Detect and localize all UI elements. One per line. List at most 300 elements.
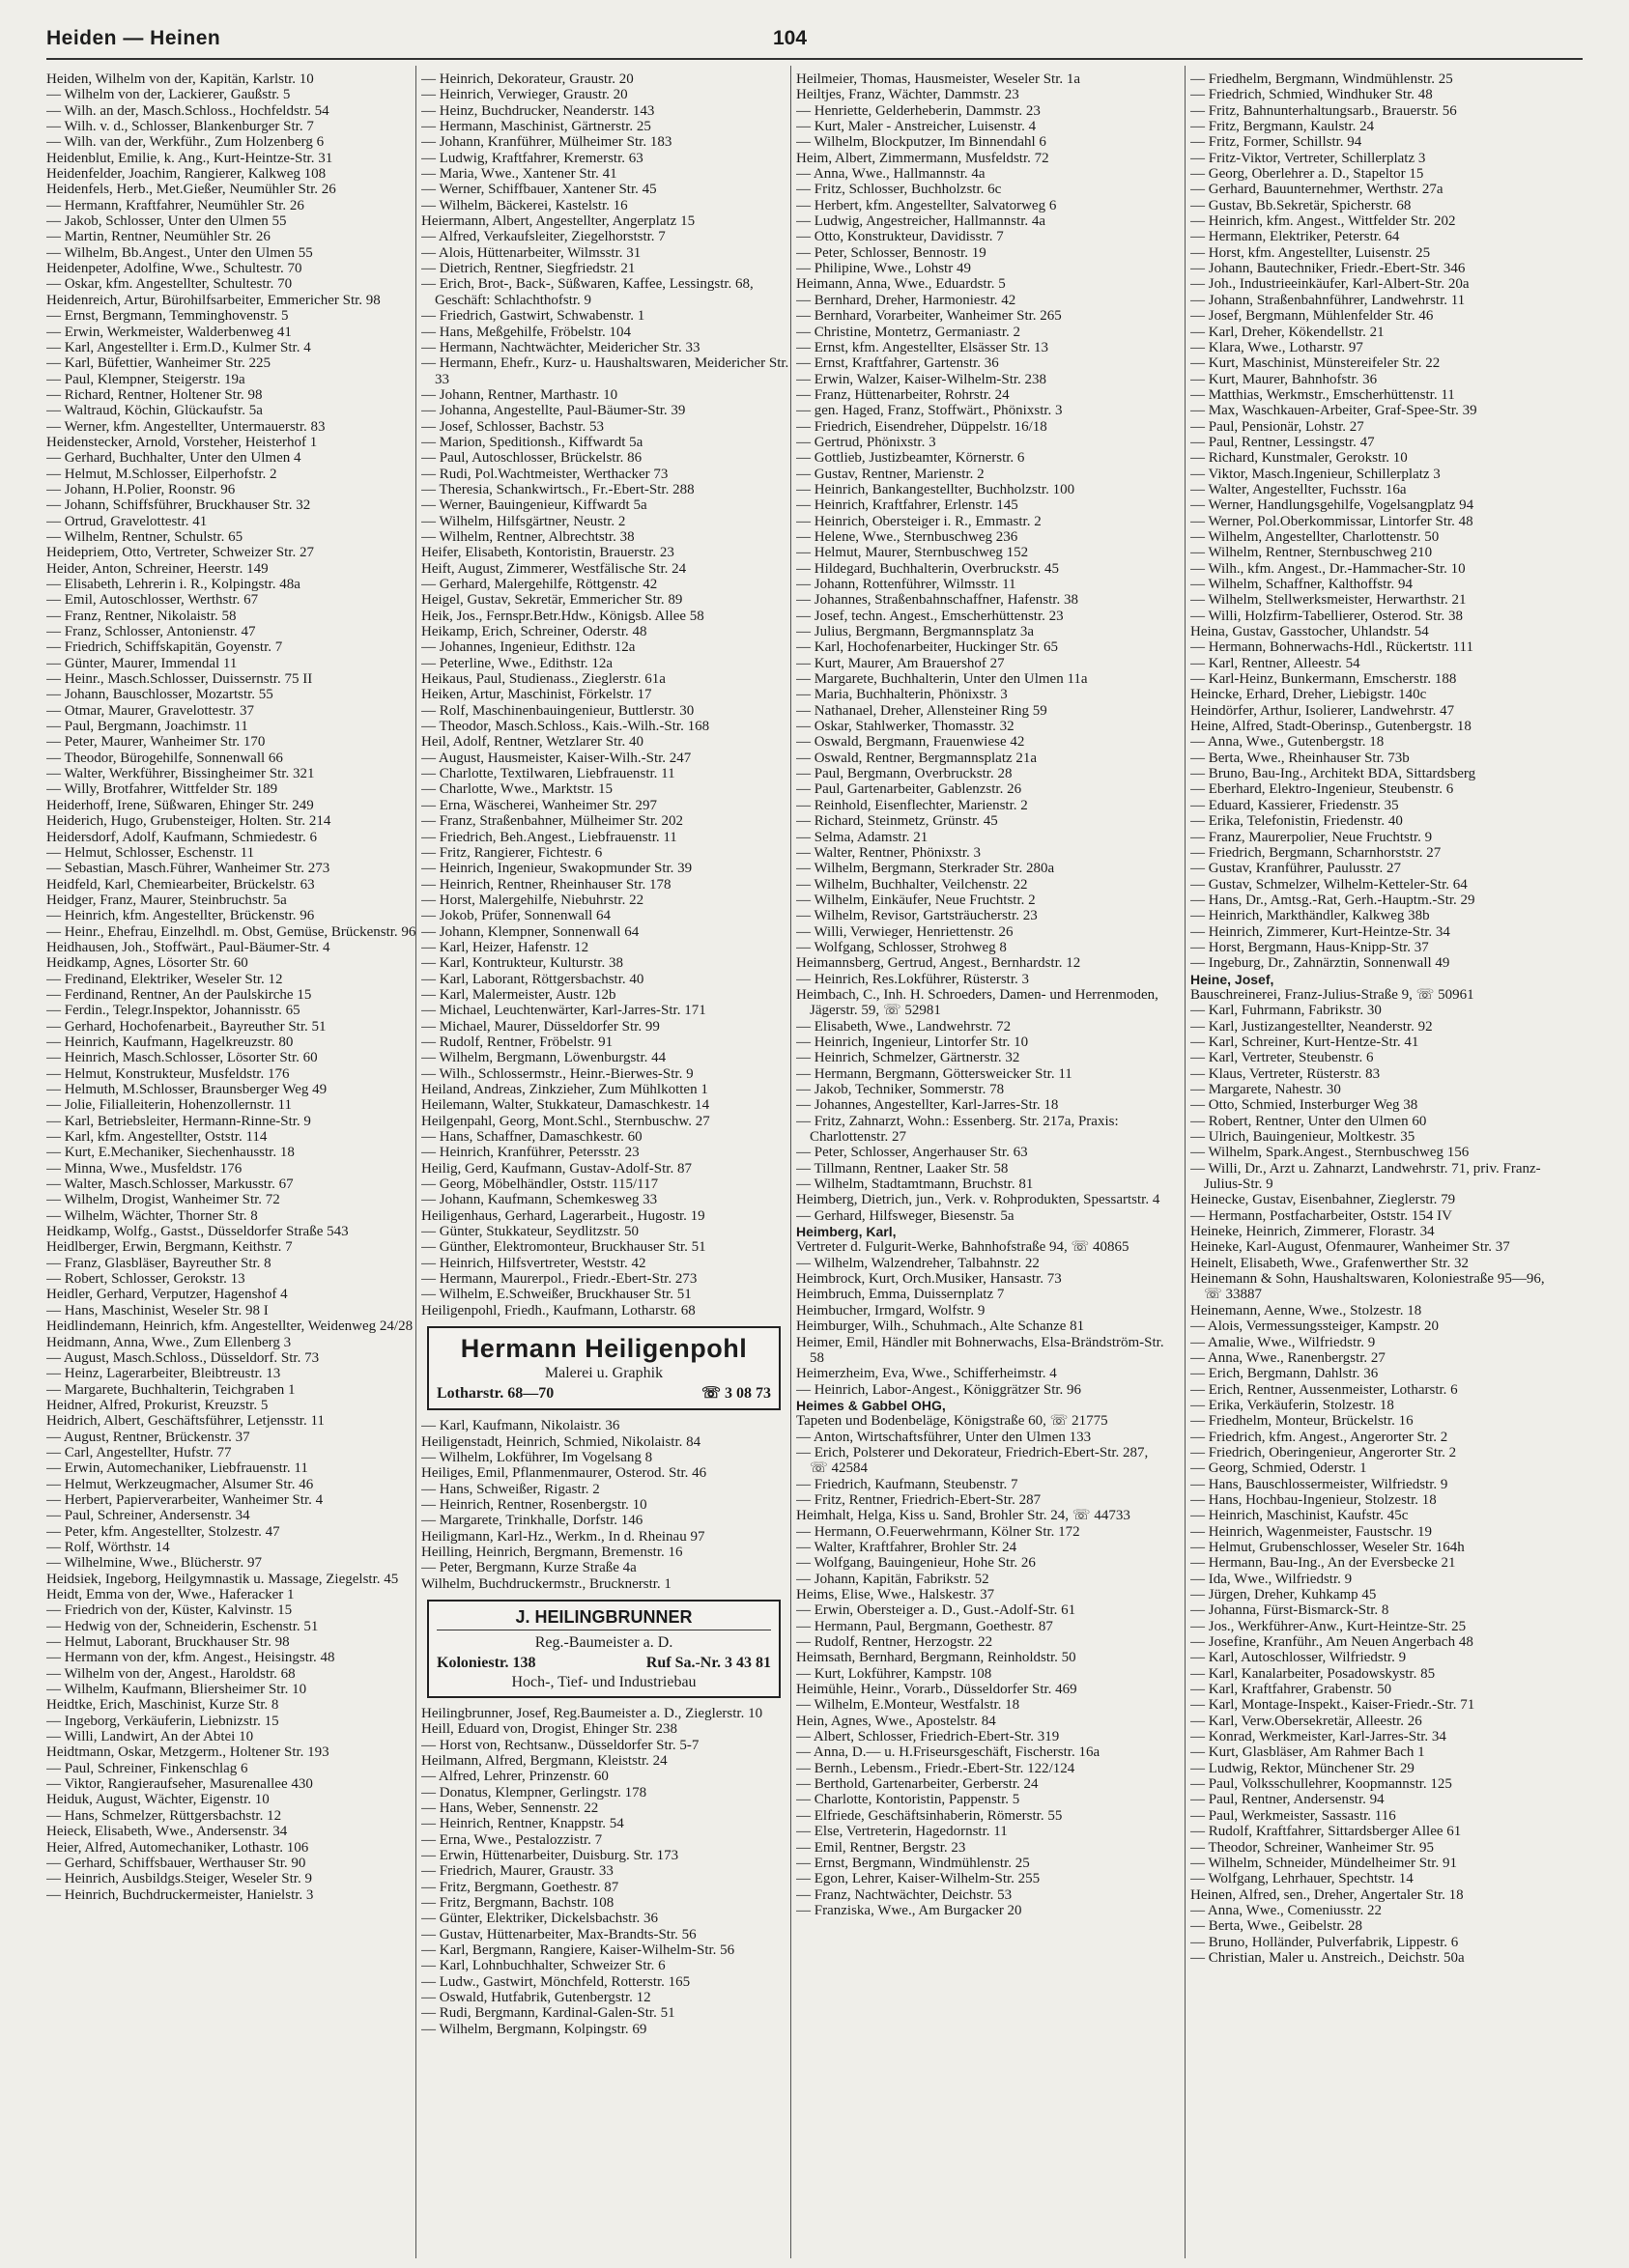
directory-entry: — Margarete, Trinkhalle, Dorfstr. 146	[421, 1513, 643, 1529]
directory-entry: — Alois, Hüttenarbeiter, Wilmsstr. 31	[421, 244, 642, 261]
directory-entry: — Oskar, kfm. Angestellter, Schultestr. 70	[46, 276, 293, 293]
directory-column-3	[796, 71, 1167, 2256]
directory-entry: Heinemann, Aenne, Wwe., Stolzestr. 18	[1190, 1302, 1422, 1318]
directory-entry: — Wilhelm, Stadtamtmann, Bruchstr. 81	[796, 1177, 1034, 1193]
directory-entry: — Friedrich, Bergmann, Scharnhorststr. 27	[1190, 844, 1442, 861]
directory-entry: Heimerzheim, Eva, Wwe., Schifferheimstr. 4	[796, 1366, 1057, 1382]
directory-entry: — Johannes, Angestellter, Karl-Jarres-Str. 18	[796, 1097, 1059, 1114]
directory-entry: — Walter, Kraftfahrer, Brohler Str. 24	[796, 1539, 1017, 1555]
directory-entry: — Elfriede, Geschäftsinhaberin, Römerstr. 55	[796, 1807, 1063, 1824]
directory-entry: — Helmut, Laborant, Bruckhauser Str. 98	[46, 1634, 290, 1651]
directory-entry: — Erich, Rentner, Aussenmeister, Lotharstr. 6	[1190, 1381, 1458, 1398]
directory-entry: — Waltraud, Köchin, Glückaufstr. 5a	[46, 403, 263, 419]
directory-entry: Heine, Alfred, Stadt-Oberinsp., Gutenbergstr. 18	[1190, 719, 1472, 735]
directory-entry: Heidrich, Albert, Geschäftsführer, Letjensstr. 11	[46, 1413, 325, 1430]
directory-entry: Heiden, Wilhelm von der, Kapitän, Karlstr. 10	[46, 71, 314, 87]
directory-entry: — Heinrich, Hilfsvertreter, Weststr. 42	[421, 1255, 646, 1271]
ad-address: Lotharstr. 68—70	[437, 1385, 555, 1403]
directory-entry: Heimbrock, Kurt, Orch.Musiker, Hansastr. 73	[796, 1271, 1062, 1288]
directory-entry: — Heinrich, Dekorateur, Graustr. 20	[421, 71, 634, 87]
directory-entry: Heik, Jos., Fernspr.Betr.Hdw., Königsb. Allee 58	[421, 608, 704, 624]
directory-entry: — Kurt, Maler - Anstreicher, Luisenstr. 4	[796, 119, 1037, 135]
directory-entry: Heimühle, Heinr., Vorarb., Düsseldorfer Str. 469	[796, 1682, 1077, 1698]
directory-entry: — Karl, kfm. Angestellter, Oststr. 114	[46, 1129, 268, 1146]
directory-entry: Heinelt, Elisabeth, Wwe., Grafenwerther Str. 32	[1190, 1255, 1469, 1271]
directory-entry: — Heinrich, Kranführer, Petersstr. 23	[421, 1145, 640, 1161]
directory-entry: — Heinrich, Labor-Angest., Königgrätzer Str. 96	[796, 1381, 1082, 1398]
directory-entry: — Maria, Buchhalterin, Phönixstr. 3	[796, 687, 1008, 703]
header-rule	[46, 58, 1583, 60]
directory-entry: — Heinrich, Buchdruckermeister, Hanielstr. 3	[46, 1886, 314, 1903]
directory-entry: — Johann, Rottenführer, Wilmsstr. 11	[796, 577, 1016, 592]
directory-entry: — Margarete, Buchhalterin, Unter den Ulmen 11a	[796, 671, 1088, 688]
directory-entry: — Ernst, Bergmann, Windmühlenstr. 25	[796, 1855, 1030, 1871]
directory-entry: — Erwin, Obersteiger a. D., Gust.-Adolf-Str. 61	[796, 1602, 1076, 1619]
directory-entry: — Wilh., Schlossermstr., Heinr.-Bierwes-Str. 9	[421, 1065, 694, 1082]
directory-entry: — Josef, Schlosser, Bachstr. 53	[421, 418, 604, 435]
directory-entry: Heill, Eduard von, Drogist, Ehinger Str. 238	[421, 1721, 677, 1738]
directory-entry: — Werner, Schiffbauer, Xantener Str. 45	[421, 182, 657, 198]
directory-entry: — Gerhard, Hilfsweger, Biesenstr. 5a	[796, 1207, 1015, 1224]
directory-entry: — Kurt, Glasbläser, Am Rahmer Bach 1	[1190, 1744, 1425, 1761]
ad-line: Hoch-, Tief- und Industriebau	[511, 1673, 697, 1690]
directory-entry: — Wilhelm, Angestellter, Charlottenstr. 50	[1190, 528, 1440, 545]
directory-entry: — Helmut, Maurer, Sternbuschweg 152	[796, 545, 1029, 561]
directory-entry: — Rudi, Pol.Wachtmeister, Werthacker 73	[421, 466, 669, 482]
directory-entry: — Gustav, Hüttenarbeiter, Max-Brandts-Str. 56	[421, 1926, 697, 1942]
directory-entry: — Paul, Bergmann, Overbruckstr. 28	[796, 766, 1013, 782]
directory-entry: — Wilh., kfm. Angest., Dr.-Hammacher-Str. 10	[1190, 560, 1466, 577]
directory-entry: — Helmut, Konstrukteur, Musfeldstr. 176	[46, 1065, 290, 1082]
directory-entry: — Kurt, E.Mechaniker, Siechenhausstr. 18	[46, 1145, 295, 1161]
directory-entry: — Werner, Bauingenieur, Kiffwardt 5a	[421, 497, 647, 514]
directory-entry: — Heinr., Masch.Schlosser, Duissernstr. 75 II	[46, 671, 313, 688]
directory-entry: — Gerhard, Bauunternehmer, Werthstr. 27a	[1190, 182, 1443, 198]
directory-entry: — Werner, Pol.Oberkommissar, Lintorfer Str. 48	[1190, 513, 1473, 529]
directory-entry: Heincke, Erhard, Dreher, Liebigstr. 140c	[1190, 687, 1427, 703]
directory-entry: Heidner, Alfred, Prokurist, Kreuzstr. 5	[46, 1397, 269, 1413]
directory-entry: — Michael, Leuchtenwärter, Karl-Jarres-Str. 171	[421, 1003, 706, 1019]
directory-entry: — Rolf, Maschinenbauingenieur, Buttlerstr. 30	[421, 702, 695, 719]
directory-entry: — Wilhelm, Spark.Angest., Sternbuschweg 156	[1190, 1145, 1470, 1161]
directory-entry: — Wilhelm, Rentner, Albrechtstr. 38	[421, 528, 635, 545]
directory-entry: Heidlindemann, Heinrich, kfm. Angestellter, Weidenweg 24/28	[46, 1318, 414, 1335]
directory-entry: — Jos., Werkführer-Anw., Kurt-Heintze-Str. 25	[1190, 1618, 1467, 1634]
directory-entry: Heimbach, C., Inh. H. Schroeders, Damen- und Herrenmoden, Jägerstr. 59, ☏ 52981	[796, 986, 1158, 1019]
directory-entry: Bauschreinerei, Franz-Julius-Straße 9, ☏ 50961	[1190, 986, 1474, 1003]
directory-entry: — Friedrich, kfm. Angest., Angerorter Str. 2	[1190, 1429, 1448, 1445]
directory-entry: — Tillmann, Rentner, Laaker Str. 58	[796, 1160, 1009, 1177]
directory-entry: Heieck, Elisabeth, Wwe., Andersenstr. 34	[46, 1824, 288, 1840]
directory-entry: — Karl, Verw.Obersekretär, Alleestr. 26	[1190, 1713, 1422, 1729]
directory-entry: — Heinz, Lagerarbeiter, Bleibtreustr. 13	[46, 1366, 281, 1382]
directory-entry: — Ernst, kfm. Angestellter, Elsässer Str. 13	[796, 339, 1049, 355]
directory-entry: — Fritz, Bergmann, Bachstr. 108	[421, 1895, 614, 1912]
directory-entry: — Heinr., Ehefrau, Einzelhdl. m. Obst, Gemüse, Brückenstr. 96	[46, 923, 416, 940]
directory-entry: — Christian, Maler u. Anstreich., Deichstr. 50a	[1190, 1949, 1465, 1966]
directory-entry: — Gerhard, Buchhalter, Unter den Ulmen 4	[46, 450, 301, 467]
directory-entry: — Peter, Schlosser, Bennostr. 19	[796, 244, 986, 261]
directory-entry: — Anna, Wwe., Comeniusstr. 22	[1190, 1902, 1383, 1918]
directory-entry: — Franz, Glasbläser, Bayreuther Str. 8	[46, 1255, 272, 1271]
directory-entry: — Horst, Bergmann, Haus-Knipp-Str. 37	[1190, 939, 1429, 955]
directory-entry: — Bruno, Holländer, Pulverfabrik, Lippestr. 6	[1190, 1934, 1459, 1950]
directory-entry: Heimberg, Karl,	[796, 1224, 897, 1240]
directory-entry: — Hans, Schmelzer, Rüttgersbachstr. 12	[46, 1807, 282, 1824]
directory-entry: — Erich, Brot-, Back-, Süßwaren, Kaffee, Lessingstr. 68, Geschäft: Schlachthofstr. 9	[421, 276, 754, 308]
directory-entry: Heidenfelder, Joachim, Rangierer, Kalkweg 108	[46, 166, 327, 183]
directory-entry: — Hans, Meßgehilfe, Fröbelstr. 104	[421, 324, 632, 340]
directory-entry: Vertreter d. Fulgurit-Werke, Bahnhofstraße 94, ☏ 40865	[796, 1239, 1129, 1256]
directory-entry: Heidtke, Erich, Maschinist, Kurze Str. 8	[46, 1697, 279, 1714]
directory-entry: — Johann, Bauschlosser, Mozartstr. 55	[46, 687, 273, 703]
directory-entry: — Margarete, Nahestr. 30	[1190, 1082, 1341, 1097]
directory-entry: Heidkamp, Agnes, Lösorter Str. 60	[46, 955, 248, 972]
directory-entry: — Werner, kfm. Angestellter, Untermauerstr. 83	[46, 418, 326, 435]
directory-entry: — Friedrich, Schiffskapitän, Goyenstr. 7	[46, 639, 283, 656]
directory-entry: — Friedrich, Schmied, Windhuker Str. 48	[1190, 87, 1433, 103]
directory-entry: — Margarete, Buchhalterin, Teichgraben 1	[46, 1381, 296, 1398]
directory-entry: — Wilhelm, Bergmann, Sterkrader Str. 280a	[796, 861, 1055, 877]
directory-entry: Heinemann & Sohn, Haushaltswaren, Koloniestraße 95—96, ☏ 33887	[1190, 1271, 1545, 1303]
directory-entry: — Hermann, Nachtwächter, Meidericher Str. 33	[421, 339, 700, 355]
directory-entry: Heidger, Franz, Maurer, Steinbruchstr. 5a	[46, 892, 287, 908]
directory-entry: — Jakob, Techniker, Sommerstr. 78	[796, 1082, 1005, 1097]
directory-entry: — Karl, Kanalarbeiter, Posadowskystr. 85	[1190, 1665, 1436, 1682]
directory-entry: — Erich, Polsterer und Dekorateur, Friedrich-Ebert-Str. 287, ☏ 42584	[796, 1444, 1149, 1477]
directory-entry: — Karl, Justizangestellter, Neanderstr. 92	[1190, 1018, 1433, 1035]
directory-entry: — Wilhelmine, Wwe., Blücherstr. 97	[46, 1555, 262, 1572]
directory-entry: — Selma, Adamstr. 21	[796, 829, 929, 845]
directory-entry: — Wilhelm, Kaufmann, Bliersheimer Str. 10	[46, 1682, 307, 1698]
running-head: Heiden — Heinen	[46, 27, 221, 49]
directory-entry: — Minna, Wwe., Musfeldstr. 176	[46, 1160, 243, 1177]
directory-entry: Heigel, Gustav, Sekretär, Emmericher Str. 89	[421, 592, 683, 609]
directory-entry: — Theodor, Schreiner, Wanheimer Str. 95	[1190, 1839, 1434, 1856]
directory-entry: — Willi, Landwirt, An der Abtei 10	[46, 1729, 254, 1745]
directory-entry: — Jolie, Filialleiterin, Hohenzollernstr. 11	[46, 1097, 292, 1114]
directory-entry: — Rolf, Wörthstr. 14	[46, 1539, 170, 1555]
directory-entry: Heiltjes, Franz, Wächter, Dammstr. 23	[796, 87, 1019, 103]
directory-entry: — Kurt, Maurer, Am Brauershof 27	[796, 655, 1005, 671]
directory-entry: — Oskar, Stahlwerker, Thomasstr. 32	[796, 719, 1015, 735]
directory-entry: Heikamp, Erich, Schreiner, Oderstr. 48	[421, 624, 647, 640]
directory-entry: — Josef, Bergmann, Mühlenfelder Str. 46	[1190, 308, 1434, 325]
directory-entry: — Wilhelm, E.Monteur, Westfalstr. 18	[796, 1697, 1020, 1714]
directory-entry: Heimes & Gabbel OHG,	[796, 1397, 946, 1413]
directory-entry: — Georg, Oberlehrer a. D., Stapeltor 15	[1190, 166, 1424, 183]
directory-entry: — Oswald, Hutfabrik, Gutenbergstr. 12	[421, 1990, 651, 2006]
directory-entry: — Wilhelm, Wächter, Thorner Str. 8	[46, 1207, 258, 1224]
directory-entry: — Günther, Elektromonteur, Bruckhauser Str. 51	[421, 1239, 706, 1256]
directory-entry: — Wilhelm, Hilfsgärtner, Neustr. 2	[421, 513, 626, 529]
directory-entry: — Fritz, Schlosser, Buchholzstr. 6c	[796, 182, 1002, 198]
directory-entry: — Horst, Malergehilfe, Niebuhrstr. 22	[421, 892, 644, 908]
directory-entry: — Karl, Lohnbuchhalter, Schweizer Str. 6	[421, 1958, 666, 1974]
directory-entry: — Charlotte, Kontoristin, Pappenstr. 5	[796, 1792, 1020, 1808]
directory-entry: — Gustav, Schmelzer, Wilhelm-Ketteler-Str. 64	[1190, 876, 1468, 893]
directory-entry: — Hermann, Paul, Bergmann, Goethestr. 87	[796, 1618, 1053, 1634]
directory-entry: — Gustav, Rentner, Marienstr. 2	[796, 466, 985, 482]
directory-entry: Heiduk, August, Wächter, Eigenstr. 10	[46, 1792, 270, 1808]
directory-entry: — Heinrich, Kraftfahrer, Erlenstr. 145	[796, 497, 1018, 514]
directory-entry: — Hermann, Maschinist, Gärtnerstr. 25	[421, 119, 651, 135]
directory-entry: — Wolfgang, Bauingenieur, Hohe Str. 26	[796, 1555, 1036, 1572]
directory-entry: — Oswald, Bergmann, Frauenwiese 42	[796, 734, 1025, 751]
directory-entry: — Karl, Fuhrmann, Fabrikstr. 30	[1190, 1003, 1382, 1019]
directory-entry: — Walter, Werkführer, Bissingheimer Str. 321	[46, 766, 315, 782]
directory-entry: — Anna, Wwe., Gutenbergstr. 18	[1190, 734, 1385, 751]
directory-entry: Heilmeier, Thomas, Hausmeister, Weseler Str. 1a	[796, 71, 1081, 87]
directory-entry: Heidmann, Anna, Wwe., Zum Ellenberg 3	[46, 1334, 292, 1350]
directory-entry: — Franz, Nachtwächter, Deichstr. 53	[796, 1886, 1013, 1903]
directory-entry: — Wilhelm, Buchhalter, Veilchenstr. 22	[796, 876, 1028, 893]
directory-entry: — Fritz, Bahnunterhaltungsarb., Brauerstr. 56	[1190, 102, 1457, 119]
directory-entry: Heilemann, Walter, Stukkateur, Damaschkestr. 14	[421, 1097, 710, 1114]
directory-entry: Heim, Albert, Zimmermann, Musfeldstr. 72	[796, 150, 1049, 166]
directory-entry: — Otmar, Maurer, Gravelottestr. 37	[46, 702, 254, 719]
directory-entry: — Klara, Wwe., Lotharstr. 97	[1190, 339, 1363, 355]
directory-entry: — Franz, Straßenbahner, Mülheimer Str. 202	[421, 813, 684, 830]
directory-entry: Heiderhoff, Irene, Süßwaren, Ehinger Str. 249	[46, 797, 314, 813]
ad-business-name: J. HEILINGBRUNNER	[437, 1606, 771, 1630]
directory-entry: — Hermann, Ehefr., Kurz- u. Haushaltswaren, Meidericher Str. 33	[421, 355, 789, 387]
directory-entry: Heidhausen, Joh., Stoffwärt., Paul-Bäumer-Str. 4	[46, 939, 330, 955]
directory-entry: — Walter, Rentner, Phönixstr. 3	[796, 844, 982, 861]
directory-entry: Heikaus, Paul, Studienass., Zieglerstr. 61a	[421, 671, 666, 688]
directory-entry: — Jakob, Schlosser, Unter den Ulmen 55	[46, 213, 287, 230]
directory-entry: Heil, Adolf, Rentner, Wetzlarer Str. 40	[421, 734, 643, 751]
directory-entry: — Johannes, Straßenbahnschaffner, Hafenstr. 38	[796, 592, 1078, 609]
directory-entry: — Heinrich, Rentner, Rheinhauser Str. 178	[421, 876, 672, 893]
directory-entry: — Ferdin., Telegr.Inspektor, Johannisstr. 65	[46, 1003, 300, 1019]
directory-entry: — Bernhard, Dreher, Harmoniestr. 42	[796, 292, 1016, 308]
directory-entry: — Ernst, Kraftfahrer, Gartenstr. 36	[796, 355, 999, 372]
directory-column-2	[421, 71, 792, 2256]
directory-entry: — Erwin, Automechaniker, Liebfrauenstr. 11	[46, 1460, 308, 1477]
directory-entry: Heinen, Alfred, sen., Dreher, Angertaler Str. 18	[1190, 1886, 1464, 1903]
directory-entry: Heiland, Andreas, Zinkzieher, Zum Mühlkotten 1	[421, 1082, 708, 1097]
directory-entry: Heineke, Heinrich, Zimmerer, Florastr. 34	[1190, 1224, 1435, 1240]
directory-entry: — Fritz, Bergmann, Kaulstr. 24	[1190, 119, 1375, 135]
directory-entry: — Dietrich, Rentner, Siegfriedstr. 21	[421, 261, 636, 277]
directory-entry: — Berta, Wwe., Rheinhauser Str. 73b	[1190, 750, 1410, 766]
directory-entry: Heidenpeter, Adolfine, Wwe., Schultestr. 70	[46, 261, 302, 277]
directory-entry: — Walter, Angestellter, Fuchsstr. 16a	[1190, 481, 1407, 497]
directory-entry: — Erika, Telefonistin, Friedenstr. 40	[1190, 813, 1403, 830]
directory-entry: Wilhelm, Buchdruckermstr., Brucknerstr. 1	[421, 1575, 672, 1592]
directory-entry: — Heinrich, Rentner, Rosenbergstr. 10	[421, 1496, 647, 1513]
directory-entry: Heilmann, Alfred, Bergmann, Kleiststr. 24	[421, 1752, 668, 1769]
directory-entry: Heiligenhaus, Gerhard, Lagerarbeit., Hugostr. 19	[421, 1207, 705, 1224]
directory-entry: — Hans, Hochbau-Ingenieur, Stolzestr. 18	[1190, 1491, 1437, 1508]
directory-entry: — Hans, Dr., Amtsg.-Rat, Gerh.-Hauptm.-Str. 29	[1190, 892, 1475, 908]
directory-entry: — Heinrich, Verwieger, Graustr. 20	[421, 87, 628, 103]
directory-entry: — Heinrich, Schmelzer, Gärtnerstr. 32	[796, 1050, 1020, 1066]
directory-entry: — Hermann, Bau-Ing., An der Eversbecke 21	[1190, 1555, 1456, 1572]
directory-entry: — Johann, Rentner, Marthastr. 10	[421, 386, 618, 403]
directory-entry: Heidenfels, Herb., Met.Gießer, Neumühler Str. 26	[46, 182, 336, 198]
directory-entry: Heimann, Anna, Wwe., Eduardstr. 5	[796, 276, 1006, 293]
directory-entry: — Wolfgang, Schlosser, Strohweg 8	[796, 939, 1007, 955]
directory-entry: — Hedwig von der, Schneiderin, Eschenstr. 51	[46, 1618, 319, 1634]
directory-entry: — Karl, Montage-Inspekt., Kaiser-Friedr.-Str. 71	[1190, 1697, 1475, 1714]
directory-entry: — Konrad, Werkmeister, Karl-Jarres-Str. 34	[1190, 1729, 1446, 1745]
directory-entry: — Robert, Rentner, Unter den Ulmen 60	[1190, 1113, 1427, 1129]
directory-entry: — Bruno, Bau-Ing., Architekt BDA, Sittardsberg	[1190, 766, 1476, 782]
directory-entry: Heiligenpohl, Friedh., Kaufmann, Lotharstr. 68	[421, 1302, 696, 1318]
directory-entry: — Karl, Kaufmann, Nikolaistr. 36	[421, 1418, 620, 1434]
directory-entry: Heiermann, Albert, Angestellter, Angerplatz 15	[421, 213, 696, 230]
directory-entry: — Hermann, Kraftfahrer, Neumühler Str. 26	[46, 197, 304, 213]
directory-entry: — Albert, Schlosser, Friedrich-Ebert-Str. 319	[796, 1729, 1060, 1745]
directory-entry: — Wilh. van der, Werkführ., Zum Holzenberg 6	[46, 134, 325, 151]
directory-entry: — Paul, Pensionär, Lohstr. 27	[1190, 418, 1364, 435]
directory-entry: — August, Masch.Schloss., Düsseldorf. Str. 73	[46, 1349, 320, 1366]
directory-entry: — Karl, Kontrukteur, Kulturstr. 38	[421, 955, 623, 972]
directory-entry: — Willi, Dr., Arzt u. Zahnarzt, Landwehrstr. 71, priv. Franz-Julius-Str. 9	[1190, 1160, 1541, 1193]
directory-entry: — Heinrich, Markthändler, Kalkweg 38b	[1190, 908, 1430, 924]
directory-entry: Heidtmann, Oskar, Metzgerm., Holtener Str. 193	[46, 1744, 329, 1761]
directory-entry: — Friedrich von der, Küster, Kalvinstr. 15	[46, 1602, 293, 1619]
directory-entry: — Erwin, Werkmeister, Walderbenweg 41	[46, 324, 292, 340]
directory-entry: — Wilhelm von der, Lackierer, Gaußstr. 5	[46, 87, 291, 103]
directory-entry: — Wilhelm von der, Angest., Haroldstr. 68	[46, 1665, 296, 1682]
directory-entry: — Paul, Autoschlosser, Brückelstr. 86	[421, 450, 643, 467]
directory-entry: — Friedhelm, Monteur, Brückelstr. 16	[1190, 1413, 1414, 1430]
directory-entry: — Jürgen, Dreher, Kuhkamp 45	[1190, 1587, 1377, 1602]
directory-entry: — Georg, Schmied, Oderstr. 1	[1190, 1460, 1367, 1477]
running-header	[46, 23, 1583, 62]
directory-entry: Heims, Elise, Wwe., Halskestr. 37	[796, 1587, 995, 1602]
directory-entry: — Kurt, Maschinist, Münstereifeler Str. 22	[1190, 355, 1441, 372]
directory-entry: — Franz, Hüttenarbeiter, Rohrstr. 24	[796, 386, 1010, 403]
directory-entry: — Karl, Schreiner, Kurt-Hentze-Str. 41	[1190, 1034, 1419, 1050]
directory-entry: — Günter, Elektriker, Dickelsbachstr. 36	[421, 1911, 658, 1927]
directory-entry: — Bernhard, Vorarbeiter, Wanheimer Str. 265	[796, 308, 1062, 325]
directory-entry: Heift, August, Zimmerer, Westfälische Str. 24	[421, 560, 687, 577]
directory-entry: — Wilhelm, Rentner, Schulstr. 65	[46, 528, 243, 545]
directory-entry: — Rudolf, Rentner, Fröbelstr. 91	[421, 1034, 614, 1050]
directory-entry: Heidsiek, Ingeborg, Heilgymnastik u. Massage, Ziegelstr. 45	[46, 1571, 399, 1587]
directory-entry: — Hermann, Postfacharbeiter, Oststr. 154 IV	[1190, 1207, 1453, 1224]
directory-entry: — Karl, Heizer, Hafenstr. 12	[421, 939, 589, 955]
directory-entry: — Otto, Konstrukteur, Davidisstr. 7	[796, 229, 1004, 245]
directory-entry: — Erika, Verkäuferin, Stolzestr. 18	[1190, 1397, 1394, 1413]
directory-entry: — Franziska, Wwe., Am Burgacker 20	[796, 1902, 1022, 1918]
directory-entry: — Heinrich, Wagenmeister, Faustschr. 19	[1190, 1523, 1432, 1540]
directory-entry: — Heinrich, Ingenieur, Lintorfer Str. 10	[796, 1034, 1029, 1050]
directory-entry: — Heinrich, kfm. Angestellter, Brückenstr. 96	[46, 908, 315, 924]
directory-entry: — Kurt, Maurer, Bahnhofstr. 36	[1190, 371, 1378, 387]
directory-entry: — Hermann, Maurerpol., Friedr.-Ebert-Str. 273	[421, 1271, 698, 1288]
directory-entry: Heilgenpahl, Georg, Mont.Schl., Sternbuschw. 27	[421, 1113, 710, 1129]
directory-entry: — Berthold, Gartenarbeiter, Gerberstr. 24	[796, 1776, 1039, 1793]
directory-entry: — Helmut, Schlosser, Eschenstr. 11	[46, 844, 255, 861]
directory-entry: — Michael, Maurer, Düsseldorfer Str. 99	[421, 1018, 660, 1035]
directory-entry: — Willi, Verwieger, Henriettenstr. 26	[796, 923, 1014, 940]
directory-entry: — Friedrich, Eisendreher, Düppelstr. 16/18	[796, 418, 1047, 435]
directory-entry: — Nathanael, Dreher, Allensteiner Ring 59	[796, 702, 1047, 719]
directory-entry: — Joh., Industrieeinkäufer, Karl-Albert-Str. 20a	[1190, 276, 1470, 293]
directory-entry: — Fritz, Bergmann, Goethestr. 87	[421, 1879, 619, 1895]
directory-entry: — Richard, Rentner, Holtener Str. 98	[46, 386, 263, 403]
directory-entry: — Karl, Hochofenarbeiter, Huckinger Str. 65	[796, 639, 1058, 656]
directory-entry: — Charlotte, Textilwaren, Liebfrauenstr. 11	[421, 766, 675, 782]
directory-entry: — Ferdinand, Rentner, An der Paulskirche 15	[46, 986, 312, 1003]
directory-entry: Heinecke, Gustav, Eisenbahner, Zieglerstr. 79	[1190, 1192, 1456, 1208]
directory-entry: — Wilhelm, Bergmann, Kolpingstr. 69	[421, 2021, 647, 2037]
directory-entry: — Paul, Schreiner, Finkenschlag 6	[46, 1760, 248, 1776]
directory-entry: Heimbucher, Irmgard, Wolfstr. 9	[796, 1302, 986, 1318]
directory-entry: — Christine, Montetrz, Germaniastr. 2	[796, 324, 1021, 340]
directory-entry: — Heinrich, Ausbildgs.Steiger, Weseler Str. 9	[46, 1871, 312, 1887]
directory-entry: — Johann, Straßenbahnführer, Landwehrstr. 11	[1190, 292, 1466, 308]
directory-entry: — Reinhold, Eisenflechter, Marienstr. 2	[796, 797, 1028, 813]
directory-entry: Heidler, Gerhard, Verputzer, Hagenshof 4	[46, 1287, 288, 1303]
page-number: 104	[773, 27, 808, 49]
directory-entry: — Theodor, Bürogehilfe, Sonnenwall 66	[46, 750, 283, 766]
directory-entry: — Johann, Schiffsführer, Bruckhauser Str. 32	[46, 497, 311, 514]
directory-entry: — Heinrich, Res.Lokführer, Rüsterstr. 3	[796, 971, 1030, 987]
ad-phone: Ruf Sa.-Nr. 3 43 81	[645, 1654, 771, 1671]
directory-entry: — Wilhelm, Walzendreher, Talbahnstr. 22	[796, 1255, 1040, 1271]
directory-entry: — Paul, Bergmann, Joachimstr. 11	[46, 719, 248, 735]
directory-entry: — Karl, Malermeister, Austr. 12b	[421, 986, 616, 1003]
directory-entry: — Heinrich, Maschinist, Kaufstr. 45c	[1190, 1508, 1409, 1524]
directory-entry: — Wilhelm, Drogist, Wanheimer Str. 72	[46, 1192, 280, 1208]
directory-entry: Heiliges, Emil, Pflanmenmaurer, Osterod. Str. 46	[421, 1465, 707, 1482]
directory-entry: — Paul, Werkmeister, Sassastr. 116	[1190, 1807, 1396, 1824]
directory-entry: — Wilhelm, E.Schweißer, Bruckhauser Str. 51	[421, 1287, 692, 1303]
directory-entry: — Georg, Möbelhändler, Oststr. 115/117	[421, 1177, 659, 1193]
directory-entry: — Karl, Vertreter, Steubenstr. 6	[1190, 1050, 1374, 1066]
directory-entry: Heidenstecker, Arnold, Vorsteher, Heisterhof 1	[46, 434, 318, 450]
directory-entry: — Johann, Klempner, Sonnenwall 64	[421, 923, 640, 940]
directory-entry: — Karl, Rentner, Alleestr. 54	[1190, 655, 1360, 671]
directory-entry: — Hermann, Bergmann, Göttersweicker Str. 11	[796, 1065, 1072, 1082]
directory-entry: Heidlberger, Erwin, Bergmann, Keithstr. 7	[46, 1239, 293, 1256]
directory-entry: — Ida, Wwe., Wilfriedstr. 9	[1190, 1571, 1353, 1587]
directory-entry: — Max, Waschkauen-Arbeiter, Graf-Spee-Str. 39	[1190, 403, 1477, 419]
directory-entry: — Helmuth, M.Schlosser, Braunsberger Weg 49	[46, 1082, 328, 1097]
directory-entry: — Johanna, Fürst-Bismarck-Str. 8	[1190, 1602, 1389, 1619]
directory-entry: — Otto, Schmied, Insterburger Weg 38	[1190, 1097, 1418, 1114]
directory-entry: — Viktor, Rangieraufseher, Masurenallee 430	[46, 1776, 313, 1793]
directory-entry: — Friedrich, Kaufmann, Steubenstr. 7	[796, 1476, 1018, 1492]
directory-entry: — Karl, Laborant, Röttgersbachstr. 40	[421, 971, 644, 987]
directory-entry: — Helmut, Grubenschlosser, Weseler Str. 164h	[1190, 1539, 1465, 1555]
directory-entry: — Johann, Kranführer, Mülheimer Str. 183	[421, 134, 672, 151]
directory-column-1	[46, 71, 417, 2256]
directory-entry: — Hans, Schweißer, Rigastr. 2	[421, 1481, 600, 1497]
directory-entry: — Ingeborg, Verkäuferin, Liebnizstr. 15	[46, 1713, 279, 1729]
directory-entry: Heine, Josef,	[1190, 971, 1274, 987]
directory-entry: — Horst, kfm. Angestellter, Luisenstr. 25	[1190, 244, 1431, 261]
directory-entry: — Franz, Rentner, Nikolaistr. 58	[46, 608, 237, 624]
directory-entry: — Theresia, Schankwirtsch., Fr.-Ebert-Str. 288	[421, 481, 695, 497]
directory-entry: — Anton, Wirtschaftsführer, Unter den Ulmen 133	[796, 1429, 1092, 1445]
directory-entry: — Wilhelm, Bäckerei, Kastelstr. 16	[421, 197, 628, 213]
directory-entry: — Josefine, Kranführ., Am Neuen Angerbach 48	[1190, 1634, 1473, 1651]
directory-entry: Heider, Anton, Schreiner, Heerstr. 149	[46, 560, 269, 577]
directory-entry: — Herbert, Papierverarbeiter, Wanheimer Str. 4	[46, 1491, 324, 1508]
directory-entry: — Alois, Vermessungssteiger, Kampstr. 20	[1190, 1318, 1440, 1335]
directory-entry: — Hans, Weber, Sennenstr. 22	[421, 1800, 599, 1816]
directory-entry: Heimberg, Dietrich, jun., Verk. v. Rohprodukten, Spessartstr. 4	[796, 1192, 1160, 1208]
directory-entry: Heilling, Heinrich, Bergmann, Bremenstr. 16	[421, 1544, 683, 1560]
directory-entry: — Anna, Wwe., Hallmannstr. 4a	[796, 166, 986, 183]
